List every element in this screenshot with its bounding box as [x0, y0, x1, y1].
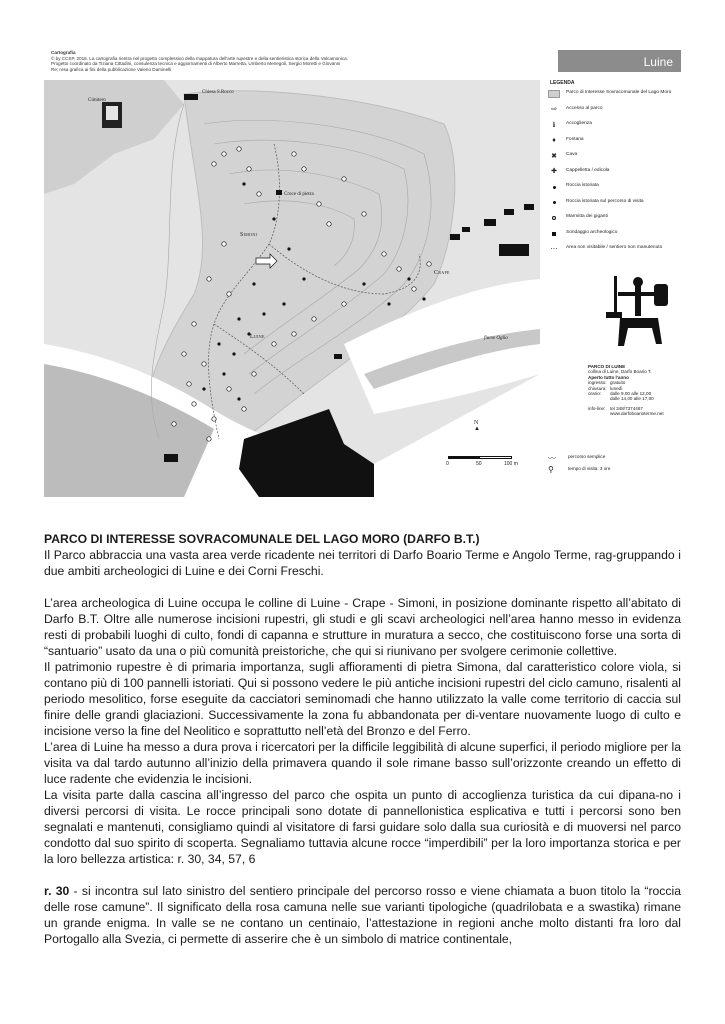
legend-item: ⋯ Area non visitabile / sentiero non manutenuto: [546, 245, 679, 261]
dot-icon: [553, 201, 556, 204]
scale-bar: 0 50 100 m: [448, 456, 518, 470]
legend-item: ✖ Cava: [546, 152, 679, 168]
legend-item: Roccia istoriata: [546, 183, 679, 199]
paragraph: La visita parte dalla cascina all’ingresso del parco che ospita un punto di accoglienza turistica da cui dipana-no i diversi percorsi di visita. Le rocce principali sono dotate di pannellonistica esplicativa e tutti i percorsi sono ben segnalati e mantenuti, consigliamo quindi al visitatore di farsi guidare solo dalla sua curiosità e di muoversi nel parco condotto dal suo spirito di scoperta. Segnaliamo tuttavia alcune rocce “imperdibili” per la loro importanza storica e per la loro bellezza artistica: r. 30, 34, 57, 6: [44, 788, 681, 866]
legend-item: Roccia istoriata sul percorso di visita: [546, 199, 679, 215]
legend-item: Marmitta dei giganti: [546, 214, 679, 230]
article-text: [44, 531, 681, 947]
park-area-icon: [548, 90, 560, 98]
legend-item: Sondaggio archeologico: [546, 230, 679, 246]
ring-icon: [552, 216, 556, 220]
no-visit-icon: ⋯: [550, 245, 558, 253]
label-crape: Crape: [434, 270, 450, 276]
legend-item: ⇨ Accesso al parco: [546, 106, 679, 122]
paragraph: L’area di Luine ha messo a dura prova i ricercatori per la difficile leggibilità di alcune superfici, il periodo migliore per la visita va dal tardo autunno all’inizio della primavera quando il sole rimane basso sull’orizzonte creando un effetto di luce radente che evidenzia le incisioni.: [44, 740, 681, 786]
legend-item: ✚ Cappelletta / edicola: [546, 168, 679, 184]
info-icon: ℹ: [552, 121, 556, 129]
legend-title: LEGENDA: [550, 80, 575, 86]
map-legend: [540, 44, 681, 497]
legend-item: Parco di Interesse Sovracomunale del Lago Moro: [546, 90, 679, 106]
paragraph: r. 30 - si incontra sul lato sinistro del sentiero principale del percorso rosso e viene chiamata a buon titolo la “roccia delle rose camune”. Il significato della rosa camuna nelle sue varianti tipologiche (quadrilobata e a swastika) rimane un grande enigma. In valle se ne contano un centinaio, l’attestazione in regioni anche molto distanti fra loro dal Portogallo alla Svezia, ci permette di asserire che è un simbolo di matrice continentale,: [44, 884, 681, 946]
label-croce: Croce di pietra: [284, 192, 314, 197]
map-credits: Cartografia © by CCSP, 2016. La cartografia rientra nel progetto complessivo della mappatura dell'arte rupestre e della sentieristica storica della Valcamonica. Progetto coordinato da Tiziana Cittadini, consulenza tecnica e aggiornamenti di Alberto Marretta, Umberto Menegoli, Sergio Moretti e Giovanni Re; resa grafica ai fini della pubblicazione Valerio Daminelli: [51, 50, 348, 72]
legend-item: 〰 percorso semplice: [548, 454, 606, 463]
label-luine: Luine: [250, 334, 265, 340]
label-chiesa: Chiesa S.Rocco: [202, 90, 234, 95]
label-fiume: fiume Oglio: [484, 336, 508, 341]
label-simoni: Simoni: [240, 232, 258, 238]
legend-list: [546, 90, 679, 261]
north-arrow: N ▲: [474, 420, 480, 432]
north-arrow-icon: ▲: [474, 426, 480, 432]
camunian-figure-icon: [598, 272, 670, 358]
hiker-icon: ⚲: [548, 465, 554, 474]
legend-paths: [546, 454, 679, 478]
fountain-icon: ♦: [552, 137, 556, 144]
legend-item: ⚲ tempo di visita: 3 ore: [548, 465, 611, 474]
scale-bar-graphic: [448, 456, 512, 459]
park-info: PARCO DI LUINE collina di Luine, Darfo Boario T. Aperto tutto l'anno ingresso: gratuito chiusura: lunedì orario: dalle 9,00 alle 12,00 dalle 14,00 alle 17,00 info-line: tel 348/7374467 www.darfoboarioterme.net: [588, 364, 664, 417]
rock-number: r. 30: [44, 884, 70, 898]
path-icon: 〰: [548, 454, 556, 463]
section-heading: PARCO DI INTERESSE SOVRACOMUNALE DEL LAGO MORO (DARFO B.T.): [44, 532, 480, 546]
paragraph: L’area archeologica di Luine occupa le colline di Luine - Crape - Simoni, in posizione dominante rispetto all’abitato di Darfo B.T. Oltre alle numerose incisioni rupestri, gli studi e gli scavi archeologici nell’area hanno messo in evidenza resti di probabili luoghi di culto, fondi di capanna e strutture in muratura a secco, che costituiscono forse una sorta di “santuario” usato da una o più comunità preistoriche, che qui si riunivano per svolgere cerimonie collettive.: [44, 596, 681, 658]
dot-icon: [553, 186, 556, 189]
quarry-icon: ✖: [551, 152, 557, 160]
legend-tab: Luine: [558, 50, 681, 72]
label-cimitero: Cimitero: [88, 98, 106, 103]
paragraph: Il Parco abbraccia una vasta area verde ricadente nei territori di Darfo Boario Terme e Angolo Terme, rag-gruppando i due ambiti archeologici di Luine e dei Corni Freschi.: [44, 548, 681, 578]
legend-item: ♦ Fontana: [546, 137, 679, 153]
paragraph: Il patrimonio rupestre è di primaria importanza, sugli affioramenti di pietra Simona, dal caratteristico colore viola, si contano più di 100 pannelli istoriati. Qui si possono vedere le più antiche incisioni rupestri del ciclo camuno, risalenti al periodo mesolitico, forse eseguite da cacciatori seminomadi che hanno utilizzato la valle come territorio di caccia sul finire delle grandi glaciazioni. Successivamente la zona fu abbandonata per di-ventare nuovamente luogo di culto e incisione verso la fine del Neolitico e soprattutto nell’età del Bronzo e del Ferro.: [44, 660, 681, 738]
park-map: [44, 44, 681, 497]
chapel-icon: ✚: [551, 168, 557, 175]
square-icon: [552, 232, 556, 236]
legend-item: ℹ Accoglienza: [546, 121, 679, 137]
arrow-icon: ⇨: [551, 106, 557, 113]
